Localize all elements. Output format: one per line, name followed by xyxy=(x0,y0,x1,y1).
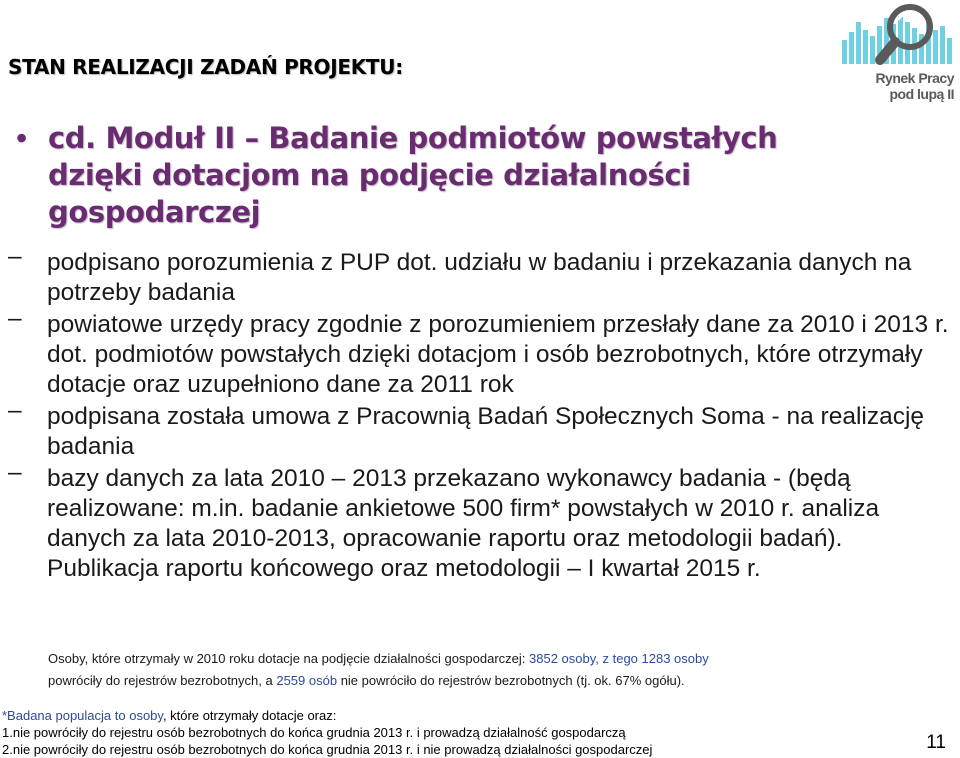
list-item xyxy=(8,459,953,584)
list-item xyxy=(8,243,953,308)
note-line2-prefix: powróciły do rejestrów bezrobotnych, a xyxy=(48,673,277,688)
list-item-text: powiatowe urzędy pracy zgodnie z porozumieniem przesłały dane za 2010 i 2013 r. dot. podmiotów powstałych dzięki dotacjom i osób bezrobotnych, które otrzymały dotacje oraz uzupełniono dane za 2011 rok xyxy=(47,311,949,398)
note-line1 xyxy=(48,648,908,670)
footnote-line2: 2.nie powróciły do rejestru osób bezrobotnych do końca grudnia 2013 r. i nie prowadzą działalności gospodarczej xyxy=(2,742,653,757)
main-bullet-text: cd. Moduł II – Badanie podmiotów powstałych dzięki dotacjom na podjęcie działalności gospodarczej xyxy=(48,121,778,229)
list-item xyxy=(8,305,953,400)
bullet-dot-icon: • xyxy=(16,120,28,156)
dash-marker: – xyxy=(8,397,22,424)
note-line1-prefix: Osoby, które otrzymały w 2010 roku dotacje na podjęcie działalności gospodarczej: xyxy=(48,651,530,666)
dash-marker: – xyxy=(8,305,22,332)
dash-marker: – xyxy=(8,459,22,486)
statistics-note xyxy=(48,648,908,692)
main-bullet xyxy=(16,120,876,231)
rynek-pracy-logo xyxy=(838,2,956,106)
footnote xyxy=(2,707,902,758)
footnote-heading xyxy=(2,707,902,724)
footnote-line1: 1.nie powróciły do rejestru osób bezrobotnych do końca grudnia 2013 r. i prowadzą działalność gospodarczą xyxy=(2,725,626,740)
magnifier-bar-chart-icon xyxy=(838,2,956,74)
logo-text-line2: pod lupą II xyxy=(889,86,954,102)
dash-marker: – xyxy=(8,243,22,270)
list-item-text: podpisano porozumienia z PUP dot. udziału w badaniu i przekazania danych na potrzeby badania xyxy=(47,249,912,306)
note-line1-highlight: 3852 osoby, z tego 1283 osoby xyxy=(529,651,709,666)
list-item-text: podpisana została umowa z Pracownią Badań Społecznych Soma - na realizację badania xyxy=(47,403,925,460)
status-list xyxy=(8,243,953,586)
logo-text-line1: Rynek Pracy xyxy=(875,70,954,86)
note-line2 xyxy=(48,670,908,692)
list-item xyxy=(8,397,953,462)
page-number: 11 xyxy=(926,732,946,753)
list-item-text: bazy danych za lata 2010 – 2013 przekazano wykonawcy badania - (będą realizowane: m.in. badanie ankietowe 500 firm* powstałych w 2010 r. analiza danych za lata 2010-2013, opracowanie raportu oraz metodologii badań). Publikacja raportu końcowego oraz metodologii – I kwartał 2015 r. xyxy=(47,465,880,582)
note-line2-suffix: nie powróciło do rejestrów bezrobotnych (tj. ok. 67% ogółu). xyxy=(337,673,685,688)
footnote-suffix: , które otrzymały dotacje oraz: xyxy=(162,708,337,723)
note-line2-highlight: 2559 osób xyxy=(276,673,338,688)
slide-heading: STAN REALIZACJI ZADAŃ PROJEKTU: xyxy=(8,55,403,79)
footnote-highlight: *Badana populacja to osoby xyxy=(2,708,163,723)
